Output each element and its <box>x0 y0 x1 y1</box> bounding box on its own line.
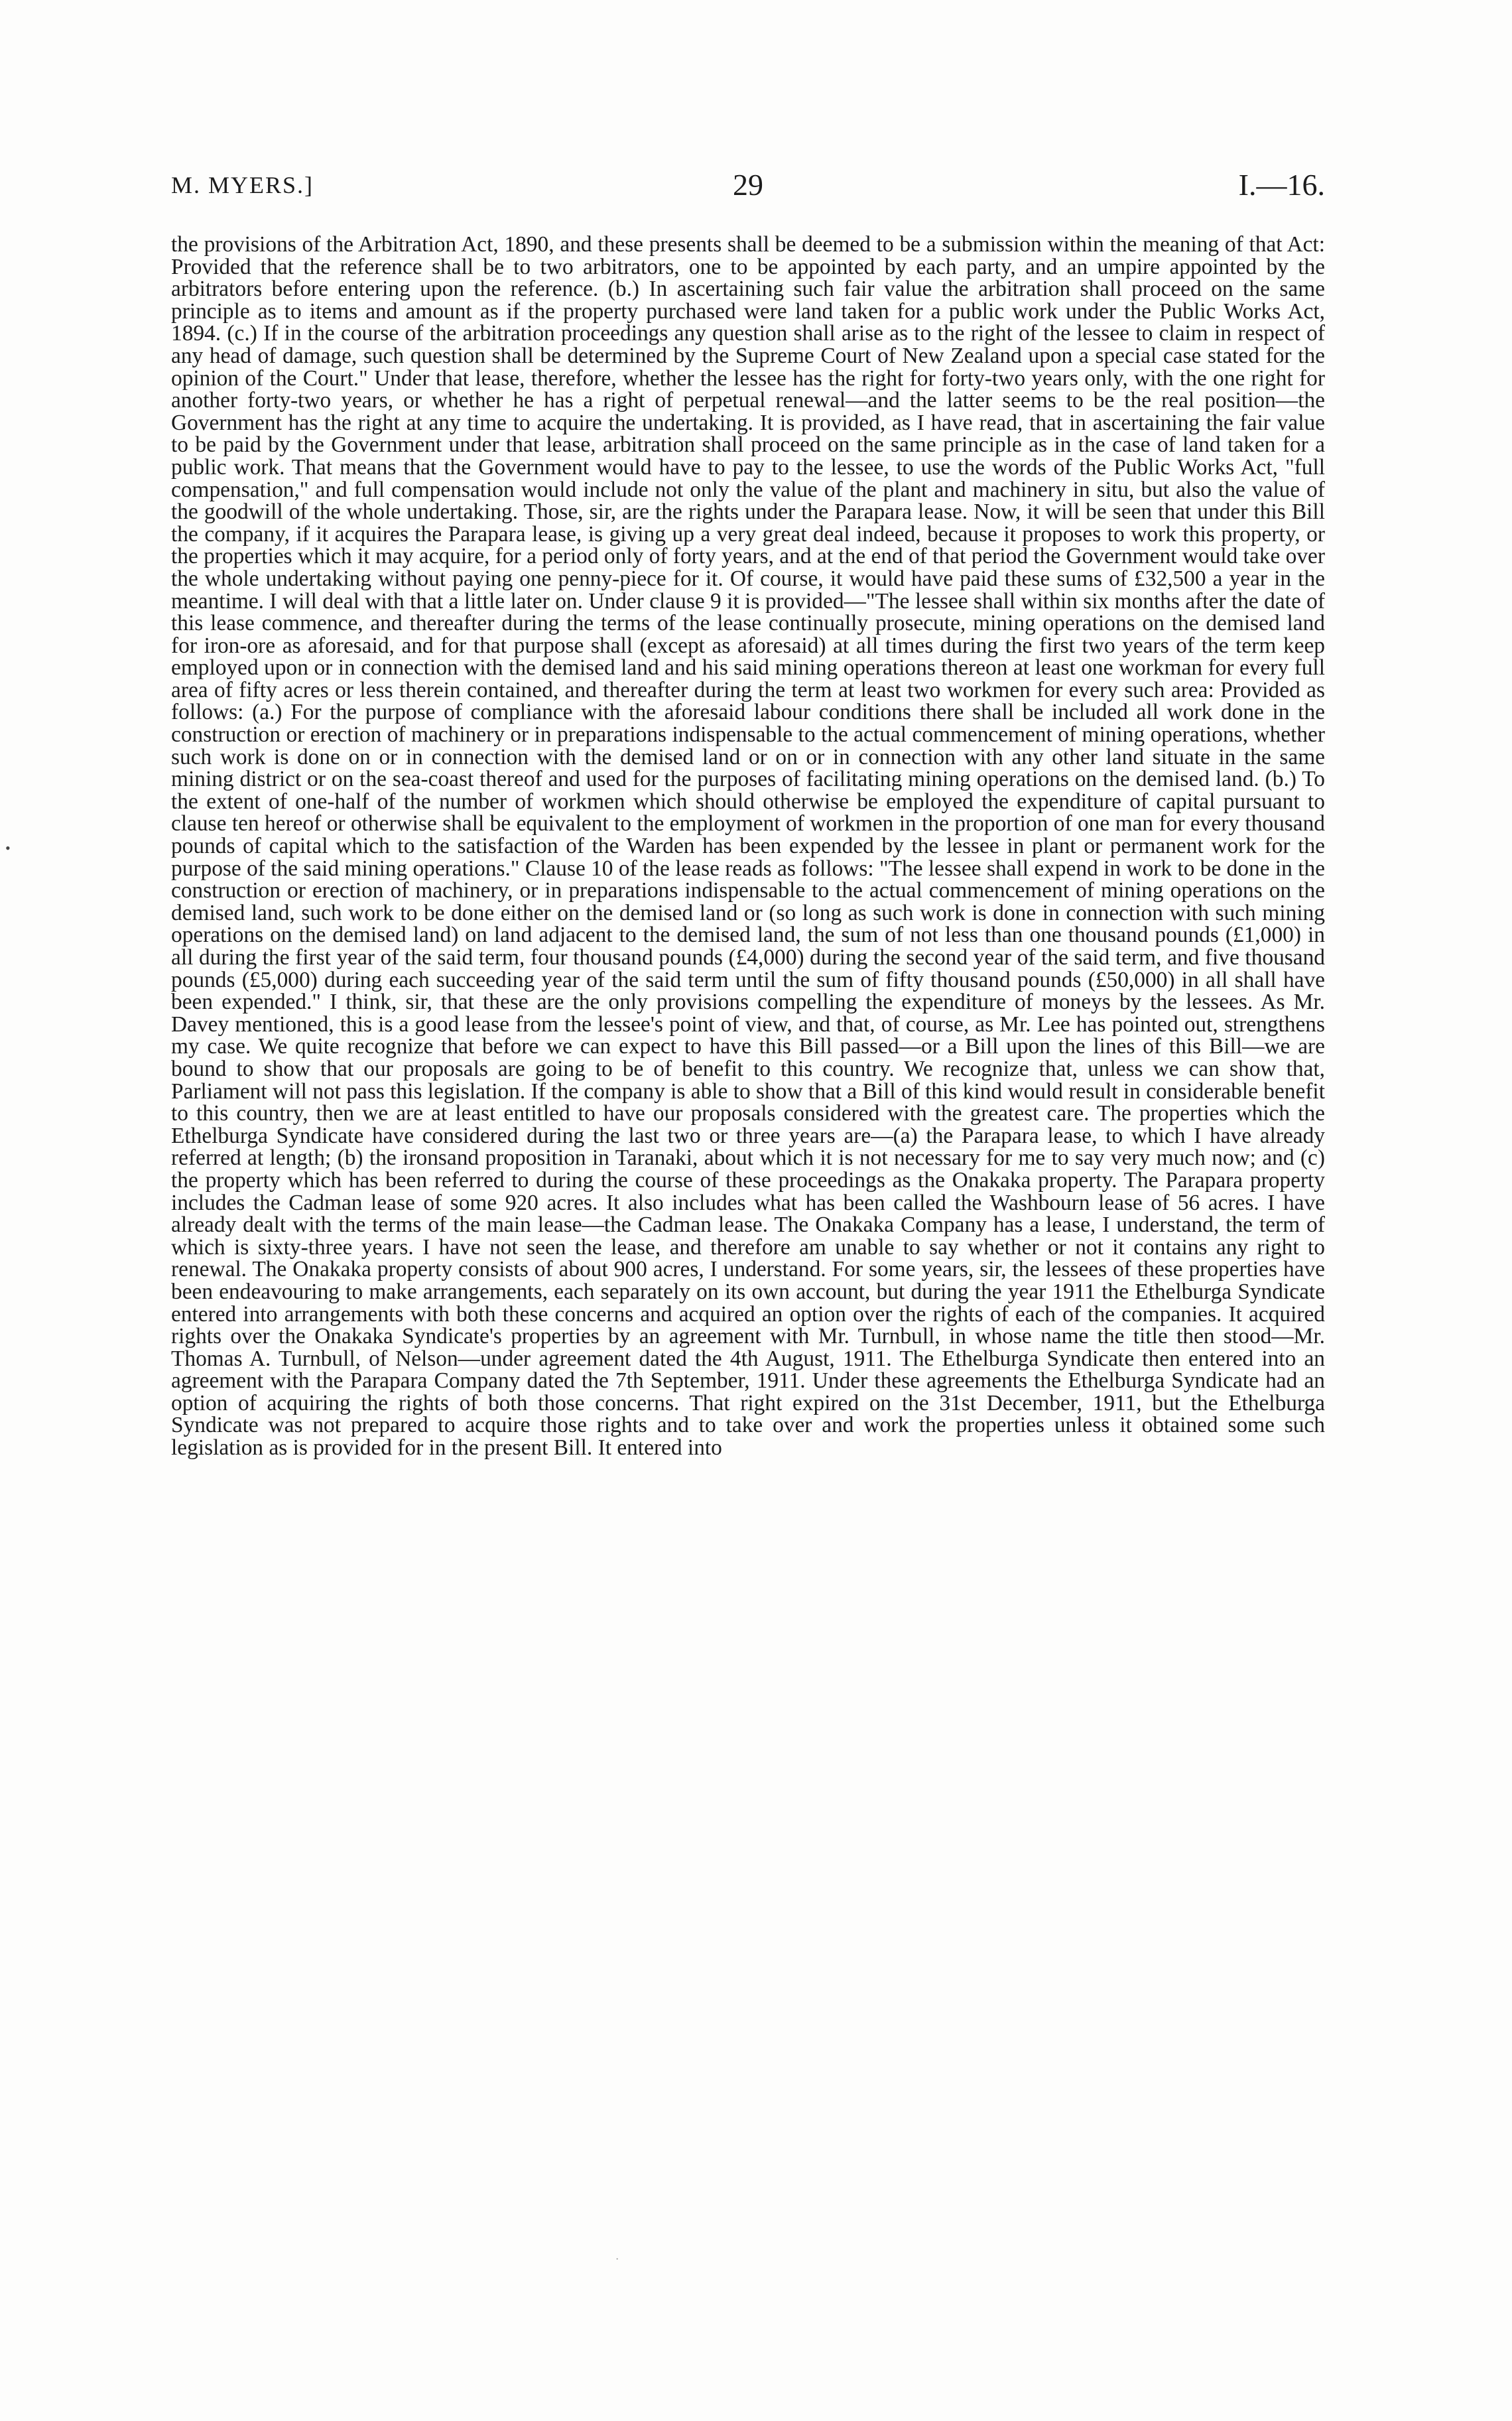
document-reference: I.—16. <box>1238 168 1325 202</box>
scan-speck: · <box>615 2254 619 2265</box>
speaker-name: M. MYERS.] <box>171 172 314 198</box>
page-header <box>171 168 1325 211</box>
page-number: 29 <box>733 168 763 202</box>
margin-speck: • <box>5 840 11 856</box>
body-paragraph: the provisions of the Arbitration Act, 1890, and these presents shall be deemed to be a submission within the meaning of that Act: Provided that the reference shall be to two arbitrators, one to be appointed by each party, and an umpire appointed by the arbitrators before entering upon the reference. (b.) In ascertaining such fair value the arbitration shall proceed on the same principle as to items and amount as if the property purchased were land taken for a public work under the Public Works Act, 1894. (c.) If in the course of the arbitration proceedings any question shall arise as to the right of the lessee to claim in respect of any head of damage, such question shall be determined by the Supreme Court of New Zealand upon a special case stated for the opinion of the Court." Under that lease, therefore, whether the lessee has the right for forty-two years only, with the one right for another forty-two years, or whether he has a right of perpetual renewal—and the latter seems to be the real position—the Government has the right at any time to acquire the undertaking. It is provided, as I have read, that in ascertaining the fair value to be paid by the Government under that lease, arbitration shall proceed on the same principle as in the case of land taken for a public work. That means that the Government would have to pay to the lessee, to use the words of the Public Works Act, "full compensation," and full compensation would include not only the value of the plant and machinery in situ, but also the value of the goodwill of the whole undertaking. Those, sir, are the rights under the Parapara lease. Now, it will be seen that under this Bill the company, if it acquires the Parapara lease, is giving up a very great deal indeed, because it proposes to work this property, or the properties which it may acquire, for a period only of forty years, and at the end of that period the Government would take over the whole undertaking without paying one penny-piece for it. Of course, it would have paid these sums of £32,500 a year in the meantime. I will deal with that a little later on. Under clause 9 it is provided—"The lessee shall within six months after the date of this lease commence, and thereafter during the terms of the lease continually prosecute, mining operations on the demised land for iron-ore as aforesaid, and for that purpose shall (except as aforesaid) at all times during the first two years of the term keep employed upon or in connection with the demised land and his said mining operations thereon at least one workman for every full area of fifty acres or less therein contained, and thereafter during the term at least two workmen for every such area: Provided as follows: (a.) For the purpose of compliance with the aforesaid labour conditions there shall be included all work done in the construction or erection of machinery or in preparations indispensable to the actual commencement of mining operations, whether such work is done on or in connection with the demised land or on or in connection with any other land situate in the same mining district or on the sea-coast thereof and used for the purposes of facilitating mining operations on the demised land. (b.) To the extent of one-half of the number of workmen which should otherwise be employed the expenditure of capital pursuant to clause ten hereof or otherwise shall be equivalent to the employment of workmen in the proportion of one man for every thousand pounds of capital which to the satisfaction of the Warden has been expended by the lessee in plant or permanent work for the purpose of the said mining operations." Clause 10 of the lease reads as follows: "The lessee shall expend in work to be done in the construction or erection of machinery, or in preparations indispensable to the actual commencement of mining operations on the demised land, such work to be done either on the demised land or (so long as such work is done in connection with such mining operations on the demised land) on land adjacent to the demised land, the sum of not less than one thousand pounds (£1,000) in all during the first year of the said term, four thousand pounds (£4,000) during the second year of the said term, and five thousand pounds (£5,000) during each succeeding year of the said term until the sum of fifty thousand pounds (£50,000) in all shall have been expended." I think, sir, that these are the only provisions compelling the expenditure of moneys by the lessees. As Mr. Davey mentioned, this is a good lease from the lessee's point of view, and that, of course, as Mr. Lee has pointed out, strengthens my case. We quite recognize that before we can expect to have this Bill passed—or a Bill upon the lines of this Bill—we are bound to show that our proposals are going to be of benefit to this country. We recognize that, unless we can show that, Parliament will not pass this legislation. If the company is able to show that a Bill of this kind would result in considerable benefit to this country, then we are at least entitled to have our proposals considered with the greatest care. The properties which the Ethelburga Syndicate have considered during the last two or three years are—(a) the Parapara lease, to which I have already referred at length; (b) the ironsand proposition in Taranaki, about which it is not necessary for me to say very much now; and (c) the property which has been referred to during the course of these proceedings as the Onakaka property. The Parapara property includes the Cadman lease of some 920 acres. It also includes what has been called the Washbourn lease of 56 acres. I have already dealt with the terms of the main lease—the Cadman lease. The Onakaka Company has a lease, I understand, the term of which is sixty-three years. I have not seen the lease, and therefore am unable to say whether or not it contains any right to renewal. The Onakaka property consists of about 900 acres, I understand. For some years, sir, the lessees of these properties have been endeavouring to make arrangements, each separately on its own account, but during the year 1911 the Ethelburga Syndicate entered into arrangements with both these concerns and acquired an option over the rights of each of the companies. It acquired rights over the Onakaka Syndicate's properties by an agreement with Mr. Turnbull, in whose name the title then stood—Mr. Thomas A. Turnbull, of Nelson—under agreement dated the 4th August, 1911. The Ethelburga Syndicate then entered into an agreement with the Parapara Company dated the 7th September, 1911. Under these agreements the Ethelburga Syndicate had an option of acquiring the rights of both those concerns. That right expired on the 31st December, 1911, but the Ethelburga Syndicate was not prepared to acquire those rights and to take over and work the properties unless it obtained some such legislation as is provided for in the present Bill. It entered into <box>171 232 1325 1461</box>
